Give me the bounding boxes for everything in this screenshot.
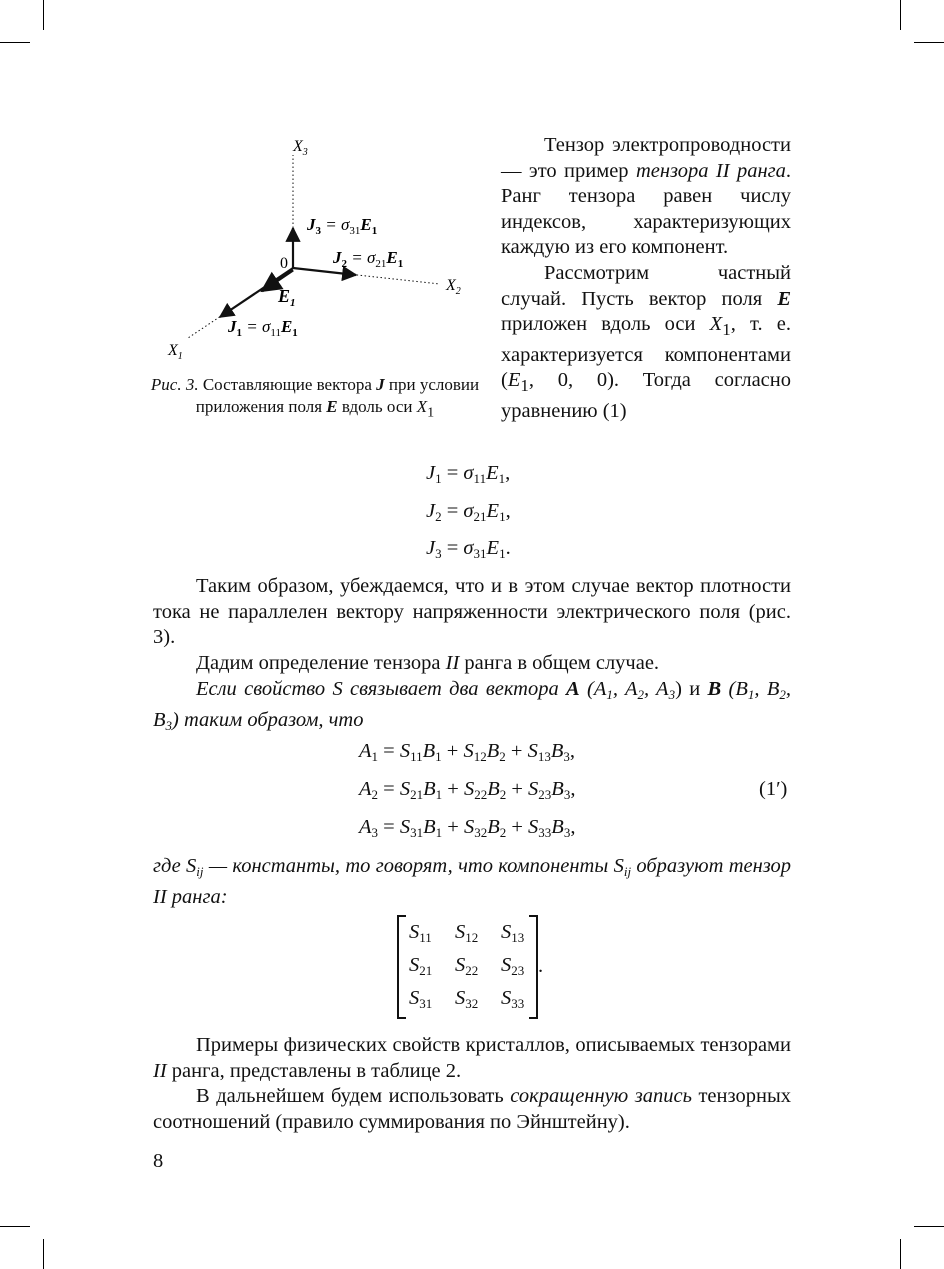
axis-x1-label: $X_1$: [168, 342, 183, 362]
vector-symbol: E: [777, 287, 791, 310]
crop-mark: [914, 42, 944, 43]
matrix-cell: $S_{32}$: [455, 987, 479, 1011]
paragraph-definition: Дадим определение тензора II ранга в общем случае.: [196, 652, 660, 674]
paragraph-conclusion: Таким образом, убеждаемся, что и в этом случае вектор плотности тока не параллелен вектору напряженности электрического поля (рис. 3).: [153, 575, 791, 649]
paragraph-further: В дальнейшем будем использовать сокращенную запись тензорных соотношений (правило суммирования по Эйнштейну).: [153, 1085, 791, 1133]
paragraph: Тензор электропроводности — это пример тензора II ранга. Ранг тензора равен числу индексов, характеризующих каждую из его компонент.: [501, 134, 791, 259]
figure-caption-label: Рис. 3.: [150, 375, 199, 394]
crop-mark: [0, 42, 30, 43]
matrix-cell: $S_{31}$: [409, 987, 433, 1011]
emphasis: тензора II ранга: [635, 159, 786, 182]
j1-label: $J_1 = \sigma_{11}E_1$: [228, 317, 298, 339]
e1-label: $E_1$: [278, 286, 296, 309]
j3-label: $J_3 = \sigma_{31}E_1$: [307, 215, 378, 237]
crop-mark: [914, 1226, 944, 1227]
crop-mark: [900, 1239, 901, 1269]
equation-j2: $J_2 = \sigma_{21}E_1$,: [426, 500, 511, 524]
figure-caption: [150, 374, 480, 423]
caption-text: при условии приложения поля: [195, 375, 480, 416]
matrix-cell: $S_{23}$: [501, 954, 525, 978]
page-number: 8: [153, 1150, 164, 1172]
matrix-cell: $S_{11}$: [409, 921, 432, 945]
crop-mark: [43, 1239, 44, 1269]
j2-label: $J_2 = \sigma_{21}E_1$: [333, 248, 404, 270]
paragraph-if: Если свойство S связывает два вектора A ($A_1$, $A_2$, $A_3$) и B ($B_1$, $B_2$, $B_3$) таким образом, что: [153, 678, 791, 733]
matrix-left-bracket: [397, 915, 406, 1019]
matrix-end-punctuation: .: [538, 955, 544, 977]
equation-a1: $A_1 = S_{11}B_1 + S_{12}B_2 + S_{13}B_3$,: [359, 740, 575, 764]
axis-x3-label: $X_3$: [293, 138, 308, 158]
crop-mark: [43, 0, 44, 30]
paragraph: Рассмотрим частный случай. Пусть вектор поля E приложен вдоль оси $X_1$, т. е. характеризуется компонентами ($E_1$, 0, 0). Тогда согласно уравнению (1): [501, 261, 791, 423]
equation-j1: $J_1 = \sigma_{11}E_1$,: [426, 462, 511, 486]
matrix-cell: $S_{21}$: [409, 954, 433, 978]
caption-vector-e: E: [326, 397, 338, 416]
equation-a3: $A_3 = S_{31}B_1 + S_{32}B_2 + S_{33}B_3$,: [359, 816, 576, 840]
origin-label: 0: [280, 255, 288, 272]
tensor-matrix: [397, 915, 547, 1015]
intro-column: [501, 133, 791, 425]
equation-a2: $A_2 = S_{21}B_1 + S_{22}B_2 + S_{23}B_3$,: [359, 778, 576, 802]
caption-vector-j: J: [376, 375, 385, 394]
vector-diagram: [150, 130, 480, 370]
caption-text: вдоль оси: [337, 397, 417, 416]
matrix-cell: $S_{33}$: [501, 987, 525, 1011]
matrix-right-bracket: [529, 915, 538, 1019]
matrix-cell: $S_{13}$: [501, 921, 525, 945]
equation-number: (1′): [759, 778, 788, 800]
equation-j3: $J_3 = \sigma_{31}E_1$.: [426, 537, 511, 561]
figure-3: [150, 130, 480, 430]
paragraph-where: где $S_{ij}$ — константы, то говорят, что компоненты $S_{ij}$ образуют тензор II ранга:: [153, 855, 792, 908]
caption-axis: X: [416, 397, 428, 416]
caption-text: Составляющие вектора: [198, 375, 377, 394]
caption-axis-sub: 1: [427, 404, 435, 421]
crop-mark: [0, 1226, 30, 1227]
paragraph-examples: Примеры физических свойств кристаллов, описываемых тензорами II ранга, представлены в таблице 2.: [153, 1034, 791, 1082]
matrix-cell: $S_{12}$: [455, 921, 479, 945]
crop-mark: [900, 0, 901, 30]
matrix-cell: $S_{22}$: [455, 954, 479, 978]
axis-x2-label: $X_2$: [446, 277, 461, 297]
